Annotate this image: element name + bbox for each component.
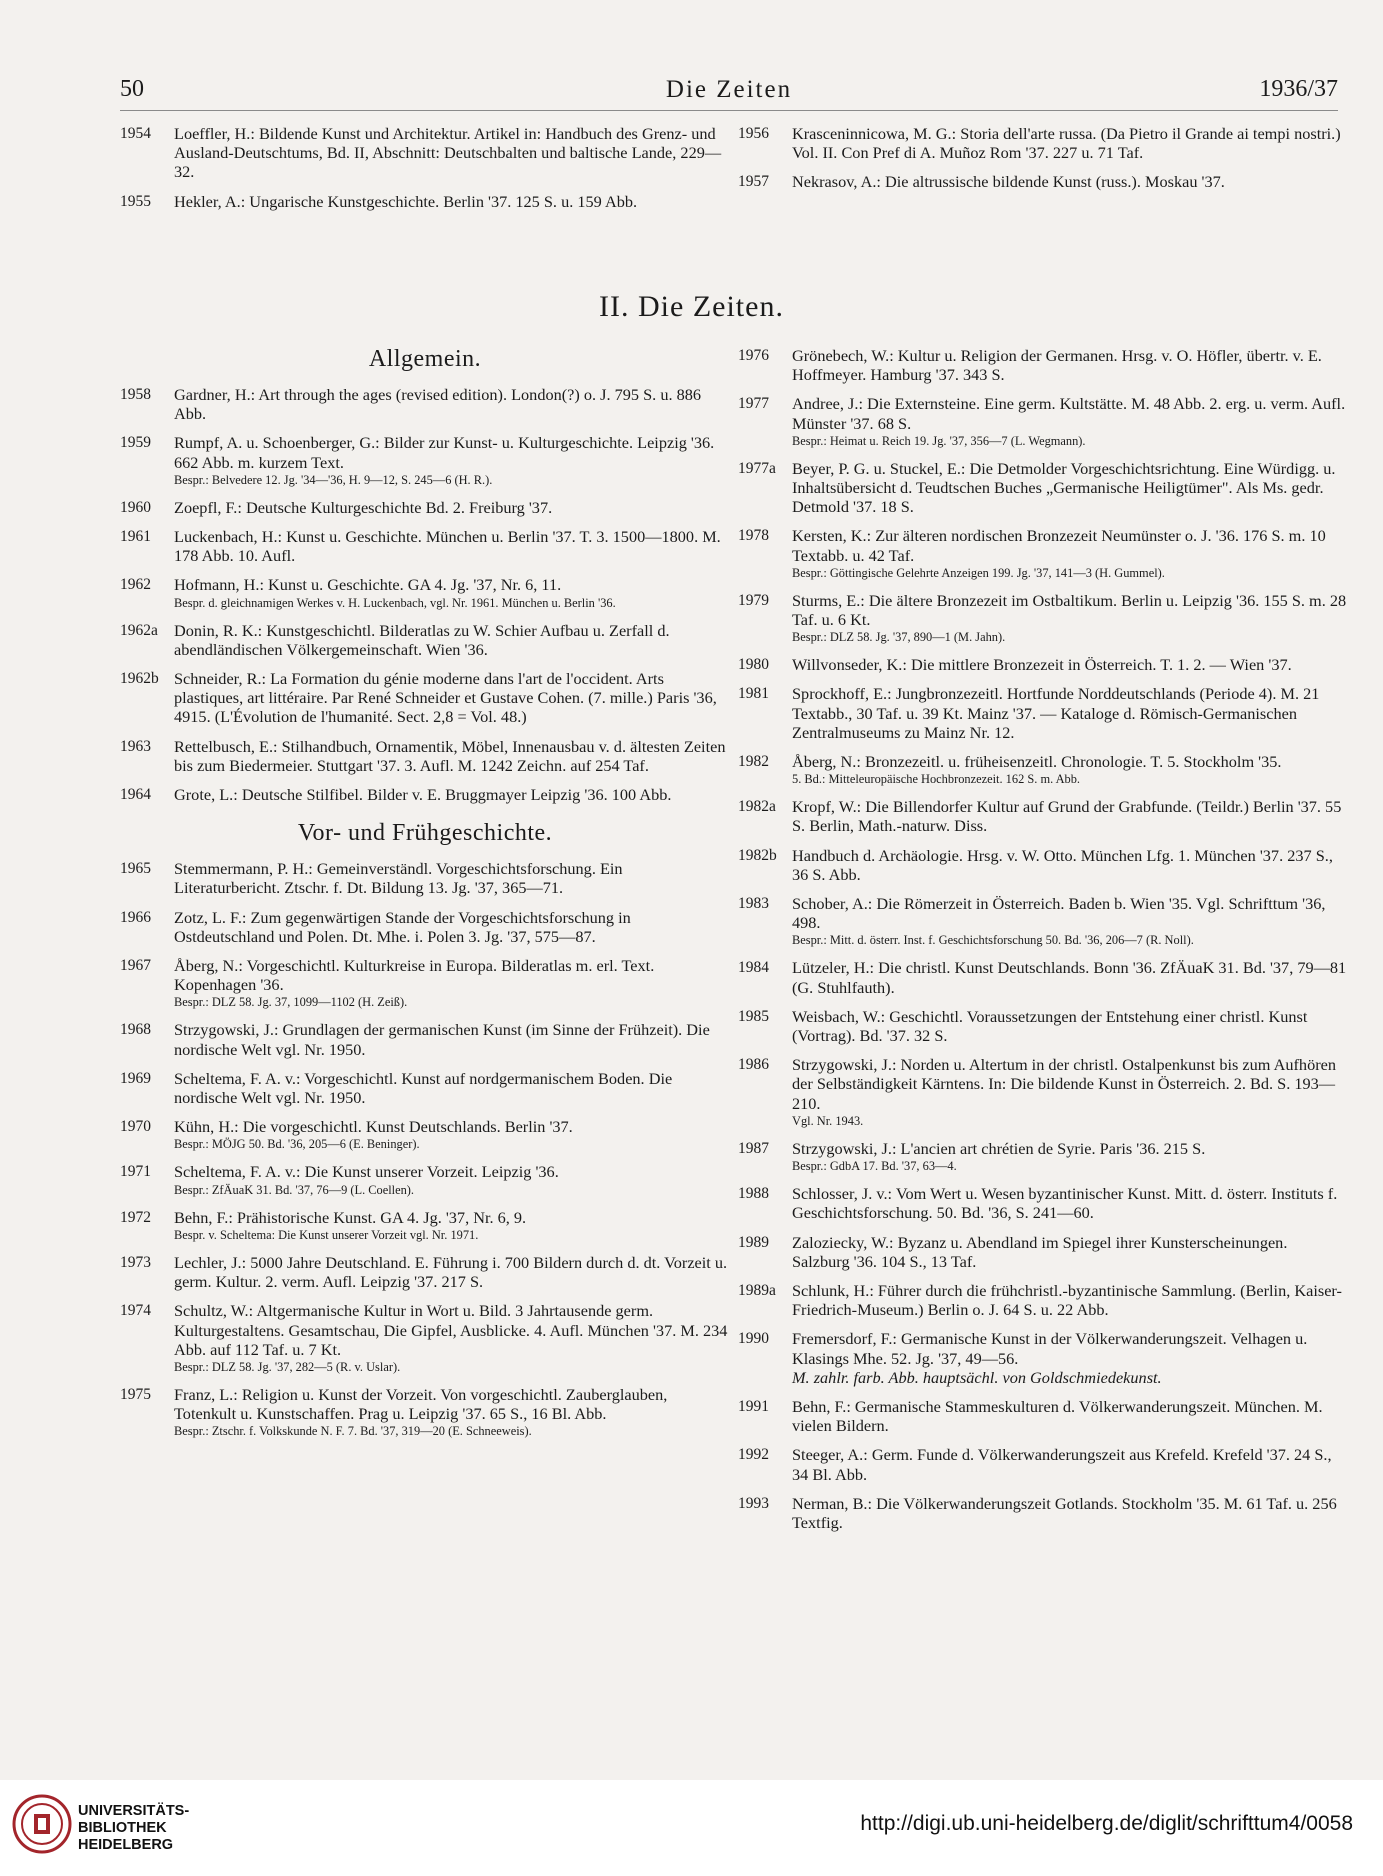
entry-number: 1961 bbox=[120, 528, 151, 546]
entry-text: Donin, R. K.: Kunstgeschichtl. Bilderatlas zu W. Schier Aufbau u. Zerfall d. abendländischen Völkergemeinschaft. Wien '36. bbox=[174, 620, 670, 659]
bibliography-entry bbox=[738, 1281, 1348, 1319]
entry-text: Strzygowski, J.: L'ancien art chrétien de Syrie. Paris '36. 215 S. bbox=[792, 1138, 1206, 1158]
vorgeschichte-list bbox=[120, 859, 730, 1439]
entry-text: Zotz, L. F.: Zum gegenwärtigen Stande der Vorgeschichtsforschung in Ostdeutschland und Polen. Dt. Mhe. i. Polen 3. Jg. '37, 575—87. bbox=[174, 907, 631, 946]
bibliography-entry bbox=[120, 956, 730, 1010]
bibliography-entry bbox=[120, 737, 730, 775]
entry-number: 1970 bbox=[120, 1118, 151, 1136]
entry-text: Sprockhoff, E.: Jungbronzezeitl. Hortfunde Norddeutschlands (Periode 4). M. 21 Textabb., 30 Taf. u. 39 Kt. Mainz '37. — Kataloge d. Römisch-Germanischen Zentralmuseums zu Mainz Nr. 12. bbox=[792, 684, 1320, 742]
review-note: Bespr.: DLZ 58. Jg. 37, 1099—1102 (H. Zeiß). bbox=[174, 995, 408, 1010]
entry-text: Stemmermann, P. H.: Gemeinverständl. Vorgeschichtsforschung. Ein Literaturbericht. Ztschr. f. Dt. Bildung 13. Jg. '37, 365—71. bbox=[174, 859, 623, 898]
running-title: Die Zeiten bbox=[665, 76, 793, 103]
bibliography-entry bbox=[120, 385, 730, 423]
entry-text: Strzygowski, J.: Grundlagen der germanischen Kunst (im Sinne der Frühzeit). Die nordische Welt vgl. Nr. 1950. bbox=[174, 1020, 710, 1059]
entry-text: Strzygowski, J.: Norden u. Altertum in der christl. Ostalpenkunst bis zum Aufhören der Selbständigkeit Kärntens. In: Die bildende Kunst in Österreich. 2. Bd. S. 193—210. bbox=[792, 1055, 1336, 1113]
allgemein-list bbox=[120, 385, 730, 804]
entry-number: 1981 bbox=[738, 685, 769, 703]
bibliography-entry bbox=[120, 1208, 730, 1243]
entry-text: Fremersdorf, F.: Germanische Kunst in der Völkerwanderungszeit. Velhagen u. Klasings Mhe. 52. Jg. '37, 49—56. bbox=[792, 1329, 1308, 1368]
entry-number: 1955 bbox=[120, 192, 151, 210]
entry-number: 1967 bbox=[120, 957, 151, 975]
entry-number: 1984 bbox=[738, 959, 769, 977]
entry-text: Hofmann, H.: Kunst u. Geschichte. GA 4. Jg. '37, Nr. 6, 11. bbox=[174, 575, 562, 595]
entry-number: 1963 bbox=[120, 737, 151, 755]
entry-text: Nekrasov, A.: Die altrussische bildende Kunst (russ.). Moskau '37. bbox=[792, 172, 1225, 192]
bibliography-entry bbox=[120, 433, 730, 487]
library-name bbox=[78, 1803, 189, 1854]
page-number: 50 bbox=[120, 76, 144, 102]
entry-number: 1991 bbox=[738, 1397, 769, 1415]
bibliography-entry bbox=[738, 346, 1348, 384]
entry-text: Sturms, E.: Die ältere Bronzezeit im Ostbaltikum. Berlin u. Leipzig '36. 155 S. m. 28 Taf. u. 6 Kt. bbox=[792, 590, 1347, 630]
bibliography-entry bbox=[738, 1007, 1348, 1045]
bibliography-entry bbox=[120, 1301, 730, 1375]
bibliography-entry bbox=[120, 498, 730, 517]
review-note: Bespr.: Heimat u. Reich 19. Jg. '37, 356—7 (L. Wegmann). bbox=[792, 433, 1086, 448]
entry-number: 1977a bbox=[738, 459, 776, 477]
bibliography-entry bbox=[120, 1385, 730, 1439]
entry-text: Schneider, R.: La Formation du génie moderne dans l'art de l'occident. Arts plastiques, art littéraire. Par René Schneider et Gustave Cohen. (7. mille.) Paris '36, 4915. (L'Évolution de l'humanité. Sect. 2,8 = Vol. 48.) bbox=[174, 669, 717, 727]
entry-text: Lechler, J.: 5000 Jahre Deutschland. E. Führung i. 700 Bildern durch d. dt. Vorzeit u. germ. Kultur. 2. verm. Aufl. Leipzig '37. 217 S. bbox=[174, 1252, 728, 1292]
bibliography-entry bbox=[120, 1253, 730, 1291]
footer-bar bbox=[0, 1780, 1383, 1876]
entry-number: 1986 bbox=[738, 1056, 769, 1074]
entry-text: Loeffler, H.: Bildende Kunst und Architektur. Artikel in: Handbuch des Grenz- und Ausland-Deutschtums, Bd. II, Abschnitt: Deutschbalten und baltische Lande, 229—32. bbox=[174, 124, 722, 182]
entry-text: Andree, J.: Die Externsteine. Eine germ. Kultstätte. M. 48 Abb. 2. erg. u. verm. Aufl. Münster '37. 68 S. bbox=[792, 394, 1346, 433]
entry-number: 1985 bbox=[738, 1007, 769, 1025]
review-note: Bespr.: Mitt. d. österr. Inst. f. Geschichtsforschung 50. Bd. '36, 206—7 (R. Noll). bbox=[792, 933, 1194, 948]
entry-number: 1973 bbox=[120, 1253, 151, 1271]
entry-text: Steeger, A.: Germ. Funde d. Völkerwanderungszeit aus Krefeld. Krefeld '37. 24 S., 34 Bl. Abb. bbox=[792, 1445, 1332, 1484]
entry-number: 1960 bbox=[120, 498, 151, 516]
bibliography-entry bbox=[738, 894, 1348, 948]
bibliography-entry bbox=[738, 684, 1348, 742]
bibliography-entry bbox=[120, 575, 730, 610]
bibliography-entry bbox=[738, 124, 1348, 162]
entry-number: 1956 bbox=[738, 125, 769, 142]
entry-number: 1982b bbox=[738, 846, 777, 864]
entry-number: 1962 bbox=[120, 576, 151, 594]
library-name-line1: UNIVERSITÄTS- bbox=[78, 1803, 190, 1819]
bibliography-entry bbox=[738, 1184, 1348, 1222]
entry-text: Nerman, B.: Die Völkerwanderungszeit Gotlands. Stockholm '35. M. 61 Taf. u. 256 Textfig. bbox=[792, 1493, 1337, 1532]
entry-text: Rumpf, A. u. Schoenberger, G.: Bilder zur Kunst- u. Kulturgeschichte. Leipzig '36. 662 Abb. m. kurzem Text. bbox=[174, 433, 715, 472]
review-note: Bespr.: Belvedere 12. Jg. '34—'36, H. 9—12, S. 245—6 (H. R.). bbox=[174, 472, 493, 487]
entry-number: 1982 bbox=[738, 753, 769, 771]
entry-text: Kühn, H.: Die vorgeschichtl. Kunst Deutschlands. Berlin '37. bbox=[174, 1117, 573, 1137]
entry-number: 1972 bbox=[120, 1208, 151, 1226]
entry-text: Hekler, A.: Ungarische Kunstgeschichte. Berlin '37. 125 S. u. 159 Abb. bbox=[174, 191, 638, 211]
bibliography-entry bbox=[738, 1139, 1348, 1174]
review-note: Bespr.: MÖJG 50. Bd. '36, 205—6 (E. Beninger). bbox=[174, 1137, 420, 1152]
entry-text: Krasceninnicowa, M. G.: Storia dell'arte russa. (Da Pietro il Grande ai tempi nostri.) Vol. II. Con Pref di A. Muñoz Rom '37. 227 u. 71 Taf. bbox=[792, 124, 1341, 163]
entry-text: Grote, L.: Deutsche Stilfibel. Bilder v. E. Bruggmayer Leipzig '36. 100 Abb. bbox=[174, 785, 672, 805]
bibliography-entry bbox=[120, 785, 730, 804]
bibliography-entry bbox=[738, 591, 1348, 645]
entry-text: Behn, F.: Germanische Stammeskulturen d. Völkerwanderungszeit. München. M. vielen Bildern. bbox=[792, 1396, 1323, 1436]
bibliography-entry bbox=[738, 1329, 1348, 1387]
right-column bbox=[738, 346, 1348, 1542]
bibliography-entry bbox=[738, 655, 1348, 674]
bibliography-entry bbox=[738, 459, 1348, 517]
bibliography-entry bbox=[120, 859, 730, 897]
entry-number: 1990 bbox=[738, 1330, 769, 1348]
section-heading-vorgeschichte: Vor- und Frühgeschichte. bbox=[297, 820, 553, 847]
entry-annotation: M. zahlr. farb. Abb. hauptsächl. von Goldschmiedekunst. bbox=[792, 1367, 1162, 1387]
entry-text: Rettelbusch, E.: Stilhandbuch, Ornamentik, Möbel, Innenausbau v. d. ältesten Zeiten bis zum Biedermeier. Stuttgart '37. 3. Aufl. M. 1242 Zeichn. auf 254 Taf. bbox=[174, 736, 726, 775]
left-column bbox=[120, 344, 730, 1449]
bibliography-entry bbox=[120, 621, 730, 659]
entry-number: 1977 bbox=[738, 395, 769, 413]
bibliography-entry bbox=[120, 192, 730, 211]
entry-text: Åberg, N.: Bronzezeitl. u. früheisenzeitl. Chronologie. T. 5. Stockholm '35. bbox=[792, 752, 1282, 772]
entry-number: 1969 bbox=[120, 1069, 151, 1087]
section-heading-allgemein: Allgemein. bbox=[368, 346, 482, 372]
entry-text: Scheltema, F. A. v.: Die Kunst unserer Vorzeit. Leipzig '36. bbox=[174, 1162, 559, 1182]
entry-number: 1968 bbox=[120, 1021, 151, 1039]
entry-number: 1974 bbox=[120, 1302, 151, 1320]
entry-text: Luckenbach, H.: Kunst u. Geschichte. München u. Berlin '37. T. 3. 1500—1800. M. 178 Abb. 10. Aufl. bbox=[174, 527, 721, 566]
bibliography-entry bbox=[120, 124, 730, 182]
entry-number: 1976 bbox=[738, 347, 769, 364]
volume-year: 1936/37 bbox=[1259, 76, 1338, 102]
entry-number: 1978 bbox=[738, 527, 769, 545]
bibliography-entry bbox=[738, 846, 1348, 884]
entry-number: 1982a bbox=[738, 798, 776, 816]
entry-number: 1975 bbox=[120, 1385, 151, 1403]
entry-number: 1957 bbox=[738, 173, 769, 191]
bibliography-entry bbox=[120, 1117, 730, 1152]
entry-number: 1980 bbox=[738, 656, 769, 674]
library-name-line2: BIBLIOTHEK bbox=[78, 1820, 167, 1836]
entry-number: 1988 bbox=[738, 1185, 769, 1203]
entry-text: Zoepfl, F.: Deutsche Kulturgeschichte Bd. 2. Freiburg '37. bbox=[174, 497, 553, 517]
entry-number: 1971 bbox=[120, 1163, 151, 1181]
entry-text: Willvonseder, K.: Die mittlere Bronzezeit in Österreich. T. 1. 2. — Wien '37. bbox=[792, 655, 1292, 675]
entry-number: 1962a bbox=[120, 621, 158, 639]
entry-number: 1966 bbox=[120, 908, 151, 926]
review-note: Bespr.: ZfÄuaK 31. Bd. '37, 76—9 (L. Coellen). bbox=[174, 1182, 415, 1197]
entry-text: Schober, A.: Die Römerzeit in Österreich. Baden b. Wien '35. Vgl. Schrifttum '36, 498. bbox=[792, 894, 1326, 933]
library-seal-icon bbox=[12, 1794, 72, 1854]
entry-text: Weisbach, W.: Geschichtl. Voraussetzungen der Entstehung einer christl. Kunst (Vortrag). Bd. '37. 32 S. bbox=[792, 1006, 1308, 1046]
entry-number: 1962b bbox=[120, 670, 159, 688]
top-right-column bbox=[738, 124, 1348, 202]
review-note: Bespr. d. gleichnamigen Werkes v. H. Luckenbach, vgl. Nr. 1961. München u. Berlin '36. bbox=[174, 595, 616, 610]
entry-text: Åberg, N.: Vorgeschichtl. Kulturkreise in Europa. Bilderatlas m. erl. Text. Kopenhagen '36. bbox=[174, 956, 655, 995]
review-note: Bespr. v. Scheltema: Die Kunst unserer Vorzeit vgl. Nr. 1971. bbox=[174, 1227, 479, 1242]
entry-text: Lützeler, H.: Die christl. Kunst Deutschlands. Bonn '36. ZfÄuaK 31. Bd. '37, 79—81 (G. Stuhlfauth). bbox=[792, 958, 1347, 997]
review-note: 5. Bd.: Mitteleuropäische Hochbronzezeit. 162 S. m. Abb. bbox=[792, 772, 1081, 787]
bibliography-entry bbox=[120, 1020, 730, 1058]
entry-text: Behn, F.: Prähistorische Kunst. GA 4. Jg. '37, Nr. 6, 9. bbox=[174, 1207, 527, 1227]
library-name-line3: HEIDELBERG bbox=[78, 1837, 174, 1853]
bibliography-entry bbox=[738, 797, 1348, 835]
entry-text: Schultz, W.: Altgermanische Kultur in Wort u. Bild. 3 Jahrtausende germ. Kulturgestaltens. Gesamtschau, Die Gipfel, Ausblicke. 4. Aufl. München '37. M. 234 Abb. auf 112 Taf. u. 7 Kt. bbox=[174, 1301, 728, 1359]
entry-text: Schlunk, H.: Führer durch die frühchristl.-byzantinische Sammlung. (Berlin, Kaiser-Friedrich-Museum.) Berlin o. J. 64 S. u. 22 Abb. bbox=[792, 1280, 1342, 1320]
entry-text: Franz, L.: Religion u. Kunst der Vorzeit. Von vorgeschichtl. Zauberglauben, Totenkult u. Kunstschaffen. Prag u. Leipzig '37. 65 S., 16 Bl. Abb. bbox=[174, 1384, 668, 1424]
entry-number: 1992 bbox=[738, 1446, 769, 1464]
entry-text: Kropf, W.: Die Billendorfer Kultur auf Grund der Grabfunde. (Teildr.) Berlin '37. 55 S. Berlin, Math.-naturw. Diss. bbox=[792, 797, 1342, 836]
review-note: Bespr.: Göttingische Gelehrte Anzeigen 199. Jg. '37, 141—3 (H. Gummel). bbox=[792, 565, 1165, 580]
entry-number: 1979 bbox=[738, 591, 769, 609]
bibliography-entry bbox=[738, 1233, 1348, 1271]
top-left-column bbox=[120, 124, 730, 221]
bibliography-entry bbox=[120, 908, 730, 946]
entry-number: 1987 bbox=[738, 1139, 769, 1157]
entry-number: 1958 bbox=[120, 386, 151, 403]
entry-text: Schlosser, J. v.: Vom Wert u. Wesen byzantinischer Kunst. Mitt. d. österr. Instituts f. Geschichtsforschung. 50. Bd. '36, S. 241—60. bbox=[792, 1184, 1338, 1223]
review-note: Bespr.: DLZ 58. Jg. '37, 282—5 (R. v. Uslar). bbox=[174, 1359, 401, 1374]
bibliography-entry bbox=[738, 394, 1348, 448]
bibliography-entry bbox=[738, 526, 1348, 580]
entry-number: 1965 bbox=[120, 860, 151, 878]
entry-number: 1989a bbox=[738, 1281, 776, 1299]
entry-number: 1954 bbox=[120, 125, 151, 142]
review-note: Bespr.: DLZ 58. Jg. '37, 890—1 (M. Jahn). bbox=[792, 630, 1006, 645]
running-header bbox=[120, 76, 1338, 111]
bibliography-entry bbox=[738, 1055, 1348, 1129]
entry-text: Beyer, P. G. u. Stuckel, E.: Die Detmolder Vorgeschichtsrichtung. Eine Würdigg. u. Inhaltsübersicht d. Teudtschen Buches „Germanische Heiligtümer". Als Ms. gedr. Detmold '37. 18 S. bbox=[792, 458, 1336, 517]
bibliography-entry bbox=[120, 669, 730, 727]
bibliography-entry bbox=[120, 527, 730, 565]
entry-number: 1964 bbox=[120, 786, 151, 804]
entry-text: Handbuch d. Archäologie. Hrsg. v. W. Otto. München Lfg. 1. München '37. 237 S., 36 S. Abb. bbox=[792, 845, 1333, 884]
bibliography-entry bbox=[738, 958, 1348, 996]
entry-number: 1959 bbox=[120, 434, 151, 452]
review-note: Vgl. Nr. 1943. bbox=[792, 1113, 864, 1128]
entry-text: Kersten, K.: Zur älteren nordischen Bronzezeit Neumünster o. J. '36. 176 S. m. 10 Textabb. u. 42 Taf. bbox=[792, 526, 1326, 565]
bibliography-entry bbox=[738, 1494, 1348, 1532]
entry-number: 1989 bbox=[738, 1233, 769, 1251]
bibliography-entry bbox=[120, 1162, 730, 1197]
entry-text: Scheltema, F. A. v.: Vorgeschichtl. Kunst auf nordgermanischem Boden. Die nordische Welt vgl. Nr. 1950. bbox=[174, 1068, 673, 1108]
entry-text: Grönebech, W.: Kultur u. Religion der Germanen. Hrsg. v. O. Höfler, übertr. v. E. Hoffmeyer. Hamburg '37. 343 S. bbox=[792, 346, 1322, 385]
bibliography-entry bbox=[738, 1445, 1348, 1483]
entry-number: 1983 bbox=[738, 895, 769, 913]
chapter-title: II. Die Zeiten. bbox=[599, 290, 784, 323]
entry-text: Zaloziecky, W.: Byzanz u. Abendland im Spiegel ihrer Kunsterscheinungen. Salzburg '36. 104 S., 13 Taf. bbox=[792, 1232, 1288, 1271]
entry-number: 1993 bbox=[738, 1494, 769, 1512]
review-note: Bespr.: GdbA 17. Bd. '37, 63—4. bbox=[792, 1159, 957, 1174]
bibliography-entry bbox=[738, 1397, 1348, 1435]
review-note: Bespr.: Ztschr. f. Volkskunde N. F. 7. Bd. '37, 319—20 (E. Schneeweis). bbox=[174, 1424, 532, 1439]
permalink-url[interactable]: http://digi.ub.uni-heidelberg.de/diglit/schrifttum4/0058 bbox=[860, 1812, 1353, 1835]
bibliography-entry bbox=[738, 752, 1348, 787]
entry-text: Gardner, H.: Art through the ages (revised edition). London(?) o. J. 795 S. u. 886 Abb. bbox=[174, 385, 702, 424]
bibliography-entry bbox=[738, 172, 1348, 191]
bibliography-entry bbox=[120, 1069, 730, 1107]
